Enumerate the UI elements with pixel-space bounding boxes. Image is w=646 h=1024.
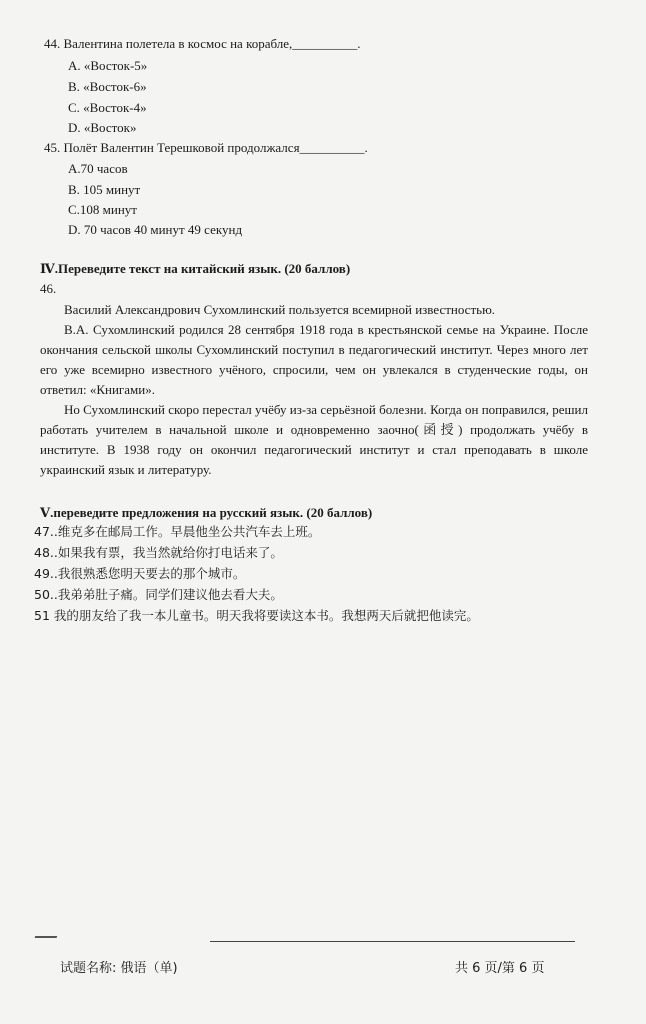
paragraph-2: В.А. Сухомлинский родился 28 сентября 1918 года в крестьянской семье на Украине. После окончания сельской школы Сухомлинский поступил в педагогический институт. Через много лет его уже всемирно известного учёного, спросили, чем он увлекался в студенческие годы, он ответил: «Книгами». <box>40 322 588 397</box>
translation-text <box>40 300 588 480</box>
paragraph-3: Но Сухомлинский скоро перестал учёбу из-за серьёзной болезни. Когда он поправился, решил работать учителем в начальной школе и одновременно заочно(函授) продолжать учёбу в институте. В 1938 году он окончил педагогический институт и стал преподавать в школе украинский язык и литературу. <box>40 402 588 477</box>
sentence-48: 48..如果我有票，我当然就给你打电话来了。 <box>34 545 283 560</box>
handwritten-mark <box>35 930 60 938</box>
question-45-option-d: D. 70 часов 40 минут 49 секунд <box>68 222 243 237</box>
question-45-option-c: C.108 минут <box>68 202 137 217</box>
question-46-number: 46. <box>40 281 57 296</box>
sentence-51: 51 我的朋友给了我一本儿童书。明天我将要读这本书。我想两天后就把他读完。 <box>34 608 479 623</box>
sentence-49: 49..我很熟悉您明天要去的那个城市。 <box>34 566 246 581</box>
page-count: 共 6 页/第 6 页 <box>455 961 545 976</box>
exam-name: 试题名称: 俄语（单) <box>60 961 178 976</box>
question-44-option-b: B. «Восток-6» <box>68 79 147 94</box>
sentence-50: 50..我弟弟肚子痛。同学们建议他去看大夫。 <box>34 587 283 602</box>
question-45-option-b: B. 105 минут <box>68 182 141 197</box>
paragraph-1: Василий Александрович Сухомлинский пользуется всемирной известностью. <box>64 302 496 317</box>
question-44-option-d: D. «Восток» <box>68 120 137 135</box>
sentence-47: 47..维克多在邮局工作。早晨他坐公共汽车去上班。 <box>34 524 321 539</box>
question-44-option-c: C. «Восток-4» <box>68 100 147 115</box>
footer-divider <box>210 941 575 942</box>
section-5-heading: Ⅴ.переведите предложения на русский язык. (20 баллов) <box>40 505 373 520</box>
question-44-option-a: A. «Восток-5» <box>68 58 148 73</box>
question-44: 44. Валентина полетела в космос на корабле,__________. <box>44 36 361 51</box>
question-45: 45. Полёт Валентин Терешковой продолжался__________. <box>44 140 368 155</box>
section-4-heading: Ⅳ.Переведите текст на китайский язык. (20 баллов) <box>40 261 351 276</box>
question-45-option-a: A.70 часов <box>68 161 128 176</box>
